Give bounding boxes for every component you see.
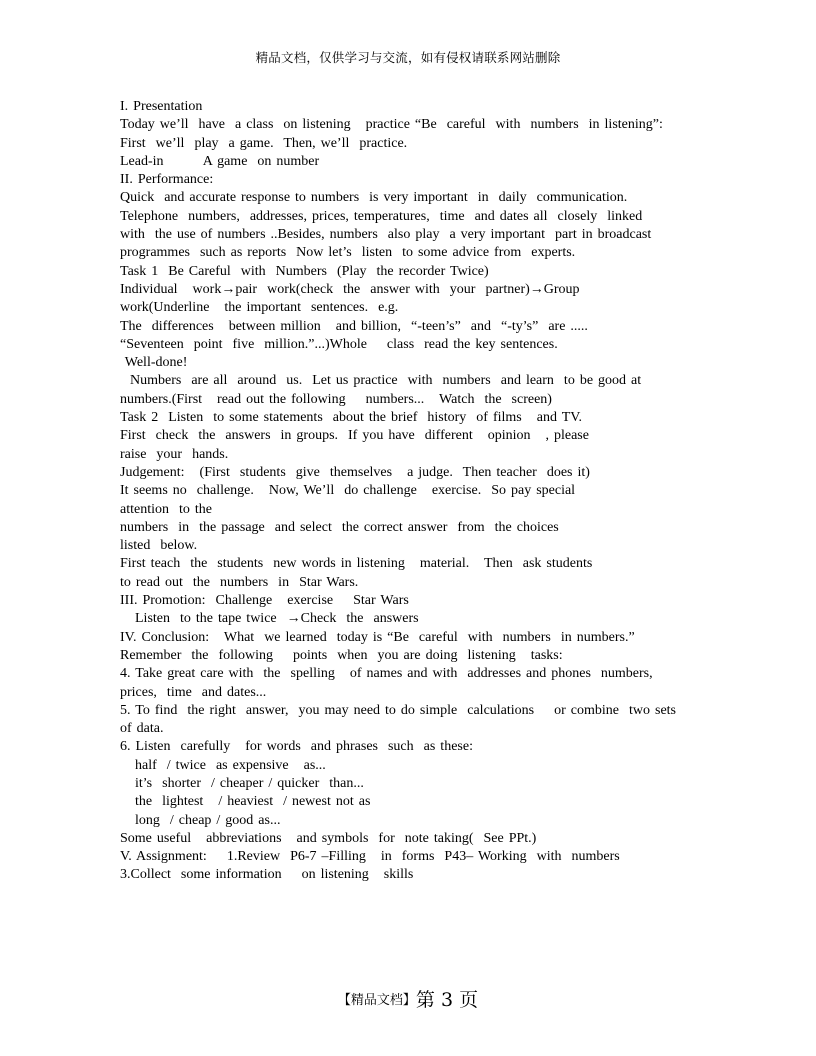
text-line: long / cheap / good as...	[120, 812, 281, 828]
page-footer	[0, 985, 816, 1012]
text-line: Today we’ll have a class on listening practice “Be careful with numbers in listening”:	[120, 117, 663, 133]
text-line: I. Presentation	[120, 99, 203, 114]
text-line: Lead-in A game on number	[120, 153, 320, 169]
text-line: V. Assignment: 1.Review P6-7 –Filling in forms P43– Working with numbers	[120, 849, 620, 865]
text-line: Listen to the tape twice →Check the answers	[120, 611, 419, 627]
text-line: The differences between million and billion, “-teen’s” and “-ty’s” are .....	[120, 318, 588, 334]
text-line: First teach the students new words in listening material. Then ask students	[120, 556, 593, 572]
text-line: III. Promotion: Challenge exercise Star Wars	[120, 593, 409, 609]
text-line: Telephone numbers, addresses, prices, temperatures, time and dates all closely linked	[120, 208, 643, 224]
text-line: First check the answers in groups. If you have different opinion , please	[120, 428, 589, 444]
text-line: Numbers are all around us. Let us practice with numbers and learn to be good at	[120, 373, 642, 389]
text-line: the lightest / heaviest / newest not as	[120, 794, 371, 810]
text-line: 3.Collect some information on listening skills	[120, 867, 414, 883]
text-line: Task 2 Listen to some statements about the brief history of films and TV.	[120, 410, 583, 426]
text-line: numbers.(First read out the following numbers... Watch the screen)	[120, 391, 552, 407]
text-line: it’s shorter / cheaper / quicker than...	[120, 775, 364, 791]
text-line: Well-done!	[120, 355, 188, 371]
text-line: Quick and accurate response to numbers is very important in daily communication.	[120, 190, 628, 206]
document-body	[120, 98, 710, 885]
text-line: to read out the numbers in Star Wars.	[120, 574, 359, 590]
footer-tag: 【精品文档】	[337, 993, 416, 1008]
text-line: programmes such as reports Now let’s listen to some advice from experts.	[120, 245, 576, 261]
text-line: half / twice as expensive as...	[120, 757, 326, 773]
text-line: “Seventeen point five million.”...)Whole class read the key sentences.	[120, 336, 558, 352]
page-number: 3	[440, 989, 454, 1011]
page-header: 精品文档，仅供学习与交流，如有侵权请联系网站删除	[255, 50, 561, 65]
text-line: 5. To find the right answer, you may need to do simple calculations or combine two sets	[120, 702, 676, 718]
text-line: Some useful abbreviations and symbols for note taking( See PPt.)	[120, 830, 537, 846]
text-line: II. Performance:	[120, 172, 214, 188]
text-line: with the use of numbers ..Besides, numbers also play a very important part in broadcast	[120, 227, 652, 243]
text-line: raise your hands.	[120, 446, 229, 462]
text-line: First we’ll play a game. Then, we’ll practice.	[120, 135, 408, 151]
text-line: 4. Take great care with the spelling of names and with addresses and phones numbers,	[120, 666, 653, 682]
text-line: Individual work→pair work(check the answer with your partner)→Group	[120, 281, 580, 297]
text-line: of data.	[120, 721, 164, 737]
text-line: 6. Listen carefully for words and phrases such as these:	[120, 739, 473, 755]
text-line: listed below.	[120, 538, 198, 554]
text-line: numbers in the passage and select the correct answer from the choices	[120, 519, 559, 535]
text-line: IV. Conclusion: What we learned today is “Be careful with numbers in numbers.”	[120, 629, 635, 645]
text-line: work(Underline the important sentences. e.g.	[120, 300, 399, 316]
text-line: Task 1 Be Careful with Numbers (Play the recorder Twice)	[120, 263, 489, 279]
text-line: Judgement: (First students give themselves a judge. Then teacher does it)	[120, 464, 590, 480]
text-line: prices, time and dates...	[120, 684, 267, 700]
page-prefix: 第	[415, 989, 435, 1011]
text-line: It seems no challenge. Now, We’ll do challenge exercise. So pay special	[120, 483, 576, 499]
text-line: Remember the following points when you are doing listening tasks:	[120, 647, 563, 663]
text-line: attention to the	[120, 501, 212, 517]
page-suffix: 页	[459, 989, 479, 1011]
